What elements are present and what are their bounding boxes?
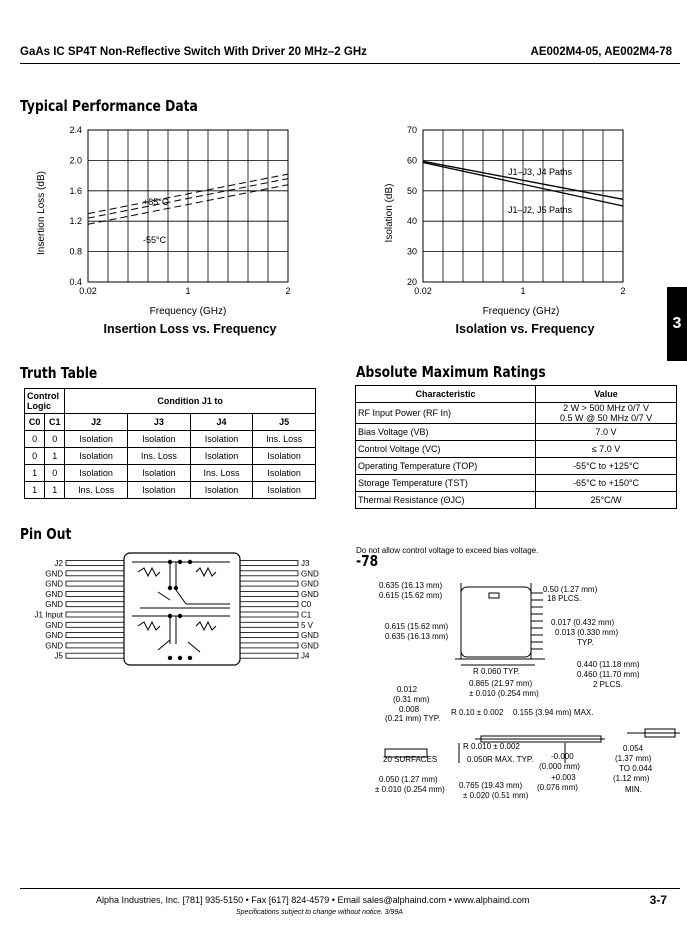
pin-label-left: GND: [45, 600, 63, 610]
x-tick-label: 0.02: [414, 286, 432, 296]
ratings-header-characteristic: Characteristic: [356, 386, 536, 403]
table-cell: 0: [45, 431, 65, 448]
pin-lead: [66, 571, 124, 576]
table-cell: Isolation: [253, 448, 316, 465]
rating-value: 7.0 V: [536, 424, 677, 441]
pin-lead: [240, 633, 298, 638]
rating-characteristic: Control Voltage (VC): [356, 441, 536, 458]
y-tick-label: 0.8: [69, 246, 82, 257]
pin-lead: [240, 612, 298, 617]
dim-d37: ± 0.020 (0.51 mm): [463, 791, 529, 800]
y-tick-label: 20: [406, 277, 417, 287]
pin-label-left: GND: [45, 589, 63, 599]
pin-label-right: GND: [301, 579, 319, 589]
dim-d1: 0.635 (16.13 mm): [379, 581, 443, 590]
table-cell: 1: [45, 482, 65, 499]
x-tick-label: 2: [285, 286, 291, 296]
pin-lead: [240, 622, 298, 627]
dim-d31: TO 0.044: [619, 764, 653, 773]
table-cell: 0: [25, 448, 45, 465]
pin-label-right: 5 V: [301, 620, 314, 630]
dim-d3: 0.615 (15.62 mm): [385, 622, 449, 631]
dim-d11: 0.460 (11.70 mm): [577, 670, 640, 679]
dim-d7: 0.017 (0.432 mm): [551, 618, 615, 627]
section-title-ratings: Absolute Maximum Ratings: [356, 363, 546, 381]
pin-label-right: GND: [301, 589, 319, 599]
y-tick-label: 60: [406, 155, 417, 166]
y-tick-label: 2.4: [69, 125, 82, 135]
table-cell: 0: [25, 431, 45, 448]
table-cell: 0: [45, 465, 65, 482]
dim-d12: 2 PLCS.: [593, 680, 623, 689]
dim-d10: 0.440 (11.18 mm): [577, 660, 640, 669]
dim-d23: 20 SURFACES: [383, 755, 438, 764]
page-number: 3-7: [649, 893, 667, 907]
dim-d17: (0.31 mm): [393, 695, 430, 704]
pin-lead: [240, 571, 298, 576]
pin-lead: [66, 653, 124, 658]
table-row: [356, 458, 677, 475]
truth-header-control: Control Logic: [25, 389, 65, 414]
dim-d14: 0.865 (21.97 mm): [469, 679, 533, 688]
truth-col-c1: C1: [45, 414, 65, 431]
header-part-numbers: AE002M4-05, AE002M4-78: [530, 46, 672, 58]
table-row: [356, 492, 677, 509]
table-row: [356, 403, 677, 424]
table-row: [356, 441, 677, 458]
dim-d29: 0.054: [623, 744, 644, 753]
dim-d16: 0.012: [397, 685, 418, 694]
table-cell: Isolation: [190, 448, 253, 465]
table-row: [356, 424, 677, 441]
dim-d18: 0.008: [399, 705, 420, 714]
ratings-header-value: Value: [536, 386, 677, 403]
dim-d33: MIN.: [625, 785, 642, 794]
truth-col-j4: J4: [190, 414, 253, 431]
pin-label-right: C1: [301, 610, 312, 620]
rating-characteristic: Thermal Resistance (ΘJC): [356, 492, 536, 509]
ratings-table: [355, 385, 677, 509]
truth-col-c0: C0: [25, 414, 45, 431]
rating-value: 25°C/W: [536, 492, 677, 509]
pin-label-right: GND: [301, 641, 319, 651]
dim-d5: 0.50 (1.27 mm): [543, 585, 598, 594]
table-row: [25, 448, 316, 465]
dim-d8: 0.013 (0.330 mm): [555, 628, 619, 637]
dim-d15: ± 0.010 (0.254 mm): [469, 689, 539, 698]
x-tick-label: 1: [520, 286, 526, 296]
dim-d25: -0.000: [551, 752, 574, 761]
pin-lead: [240, 602, 298, 607]
chart-title-isolation: Isolation vs. Frequency: [455, 322, 595, 336]
dim-d21: 0.155 (3.94 mm) MAX.: [513, 708, 594, 717]
pin-label-right: GND: [301, 569, 319, 579]
truth-col-j3: J3: [128, 414, 191, 431]
table-cell: 1: [45, 448, 65, 465]
series-label-j3-j4: J1–J3, J4 Paths: [508, 167, 573, 177]
truth-col-j5: J5: [253, 414, 316, 431]
table-cell: Isolation: [65, 431, 128, 448]
table-cell: Ins. Loss: [65, 482, 128, 499]
y-tick-label: 70: [406, 125, 417, 135]
table-cell: 1: [25, 465, 45, 482]
truth-table: [24, 388, 316, 499]
pin-label-left: GND: [45, 569, 63, 579]
header-title: GaAs IC SP4T Non-Reflective Switch With Driver 20 MHz–2 GHz: [20, 46, 367, 58]
pin-label-right: GND: [301, 631, 319, 641]
pin-lead: [240, 643, 298, 648]
rating-characteristic: Storage Temperature (TST): [356, 475, 536, 492]
pin-lead: [66, 581, 124, 586]
annotation-plus85: +85°C: [143, 197, 169, 207]
package-outline: [355, 573, 685, 803]
table-cell: Isolation: [253, 482, 316, 499]
pin-lead: [66, 622, 124, 627]
table-cell: Ins. Loss: [190, 465, 253, 482]
section-title-package: -78: [356, 552, 379, 570]
x-axis-label: Frequency (GHz): [482, 306, 560, 317]
rating-characteristic: Bias Voltage (VB): [356, 424, 536, 441]
chart-title-insertion-loss: Insertion Loss vs. Frequency: [103, 322, 277, 336]
pin-lead: [240, 561, 298, 566]
pin-label-right: J4: [301, 651, 310, 661]
dim-d13: R 0.060 TYP.: [473, 667, 520, 676]
dim-d36: 0.765 (19.43 mm): [459, 781, 523, 790]
dim-d32: (1.12 mm): [613, 774, 650, 783]
y-tick-label: 1.2: [69, 216, 82, 227]
truth-header-condition: Condition J1 to: [65, 389, 316, 414]
x-tick-label: 2: [620, 286, 626, 296]
table-cell: Isolation: [65, 465, 128, 482]
dim-d28: (0.076 mm): [537, 783, 578, 792]
table-row: [25, 482, 316, 499]
footer-contact: Alpha Industries, Inc. [781] 935-5150 • Fax [617] 824-4579 • Email sales@alphaind.com • www.alphaind.com: [96, 895, 530, 905]
pin-label-left: J5: [54, 651, 63, 661]
pin-label-left: J2: [54, 559, 63, 568]
pin-label-right: C0: [301, 600, 312, 610]
pin-label-left: GND: [45, 641, 63, 651]
dim-d19: (0.21 mm) TYP.: [385, 714, 441, 723]
truth-col-j2: J2: [65, 414, 128, 431]
pin-lead: [66, 633, 124, 638]
footer-note: Specifications subject to change without notice. 3/99A: [236, 909, 403, 916]
dim-d30: (1.37 mm): [615, 754, 652, 763]
y-tick-label: 2.0: [69, 155, 82, 166]
section-title-performance: Typical Performance Data: [20, 97, 198, 115]
pin-label-right: J3: [301, 559, 310, 568]
rating-characteristic: RF Input Power (RF In): [356, 403, 536, 424]
pin-lead: [240, 653, 298, 658]
pin-lead: [66, 602, 124, 607]
footer-rule: [20, 888, 680, 889]
table-cell: Ins. Loss: [253, 431, 316, 448]
rating-value: 2 W > 500 MHz 0/7 V 0.5 W @ 50 MHz 0/7 V: [536, 403, 677, 424]
pin-label-left: GND: [45, 579, 63, 589]
table-cell: Isolation: [190, 431, 253, 448]
table-row: [25, 431, 316, 448]
table-row: [25, 465, 316, 482]
table-cell: Isolation: [128, 431, 191, 448]
isolation-chart: [378, 118, 668, 318]
pin-lead: [66, 561, 124, 566]
ratings-note: Do not allow control voltage to exceed bias voltage.: [356, 546, 539, 555]
section-title-pinout: Pin Out: [20, 525, 72, 543]
table-cell: Isolation: [128, 482, 191, 499]
y-tick-label: 40: [406, 216, 417, 227]
table-cell: 1: [25, 482, 45, 499]
y-tick-label: 1.6: [69, 185, 82, 196]
pin-lead: [66, 612, 124, 617]
rating-value: -55°C to +125°C: [536, 458, 677, 475]
section-tab: 3: [667, 287, 687, 361]
rating-value: ≤ 7.0 V: [536, 441, 677, 458]
dim-d20: R 0.10 ± 0.002: [451, 708, 504, 717]
y-tick-label: 30: [406, 246, 417, 257]
dim-d24: 0.050R MAX. TYP.: [467, 755, 534, 764]
rating-characteristic: Operating Temperature (TOP): [356, 458, 536, 475]
table-row: [356, 475, 677, 492]
dim-d4: 0.635 (16.13 mm): [385, 632, 449, 641]
table-cell: Isolation: [253, 465, 316, 482]
pinout-diagram: [20, 552, 340, 672]
rating-value: -65°C to +150°C: [536, 475, 677, 492]
dim-d35: ± 0.010 (0.254 mm): [375, 785, 445, 794]
y-axis-label: Isolation (dB): [384, 183, 395, 243]
dim-d34: 0.050 (1.27 mm): [379, 775, 438, 784]
pin-lead: [240, 581, 298, 586]
table-cell: Ins. Loss: [128, 448, 191, 465]
section-title-truth-table: Truth Table: [20, 364, 98, 382]
dim-d9: TYP.: [577, 638, 594, 647]
series-label-j2-j5: J1–J2, J5 Paths: [508, 205, 573, 215]
table-cell: Isolation: [65, 448, 128, 465]
dim-d6: 18 PLCS.: [547, 594, 582, 603]
table-cell: Isolation: [128, 465, 191, 482]
table-cell: Isolation: [190, 482, 253, 499]
annotation-minus55: -55°C: [143, 235, 167, 245]
y-tick-label: 50: [406, 185, 417, 196]
dim-d22: R 0.010 ± 0.002: [463, 742, 520, 751]
pin-lead: [240, 591, 298, 596]
dim-d26: (0.000 mm): [539, 762, 580, 771]
x-axis-label: Frequency (GHz): [149, 306, 227, 317]
dim-d27: +0.003: [551, 773, 576, 782]
x-tick-label: 1: [185, 286, 191, 296]
pin-label-left: J1 Input: [34, 610, 63, 620]
pin-label-left: GND: [45, 620, 63, 630]
x-tick-label: 0.02: [79, 286, 97, 296]
dim-d2: 0.615 (15.62 mm): [379, 591, 443, 600]
insertion-loss-chart: [30, 118, 320, 318]
pin-lead: [66, 643, 124, 648]
header-rule: [20, 63, 680, 64]
pin-lead: [66, 591, 124, 596]
y-tick-label: 0.4: [69, 277, 82, 287]
y-axis-label: Insertion Loss (dB): [36, 171, 47, 255]
pin-label-left: GND: [45, 631, 63, 641]
